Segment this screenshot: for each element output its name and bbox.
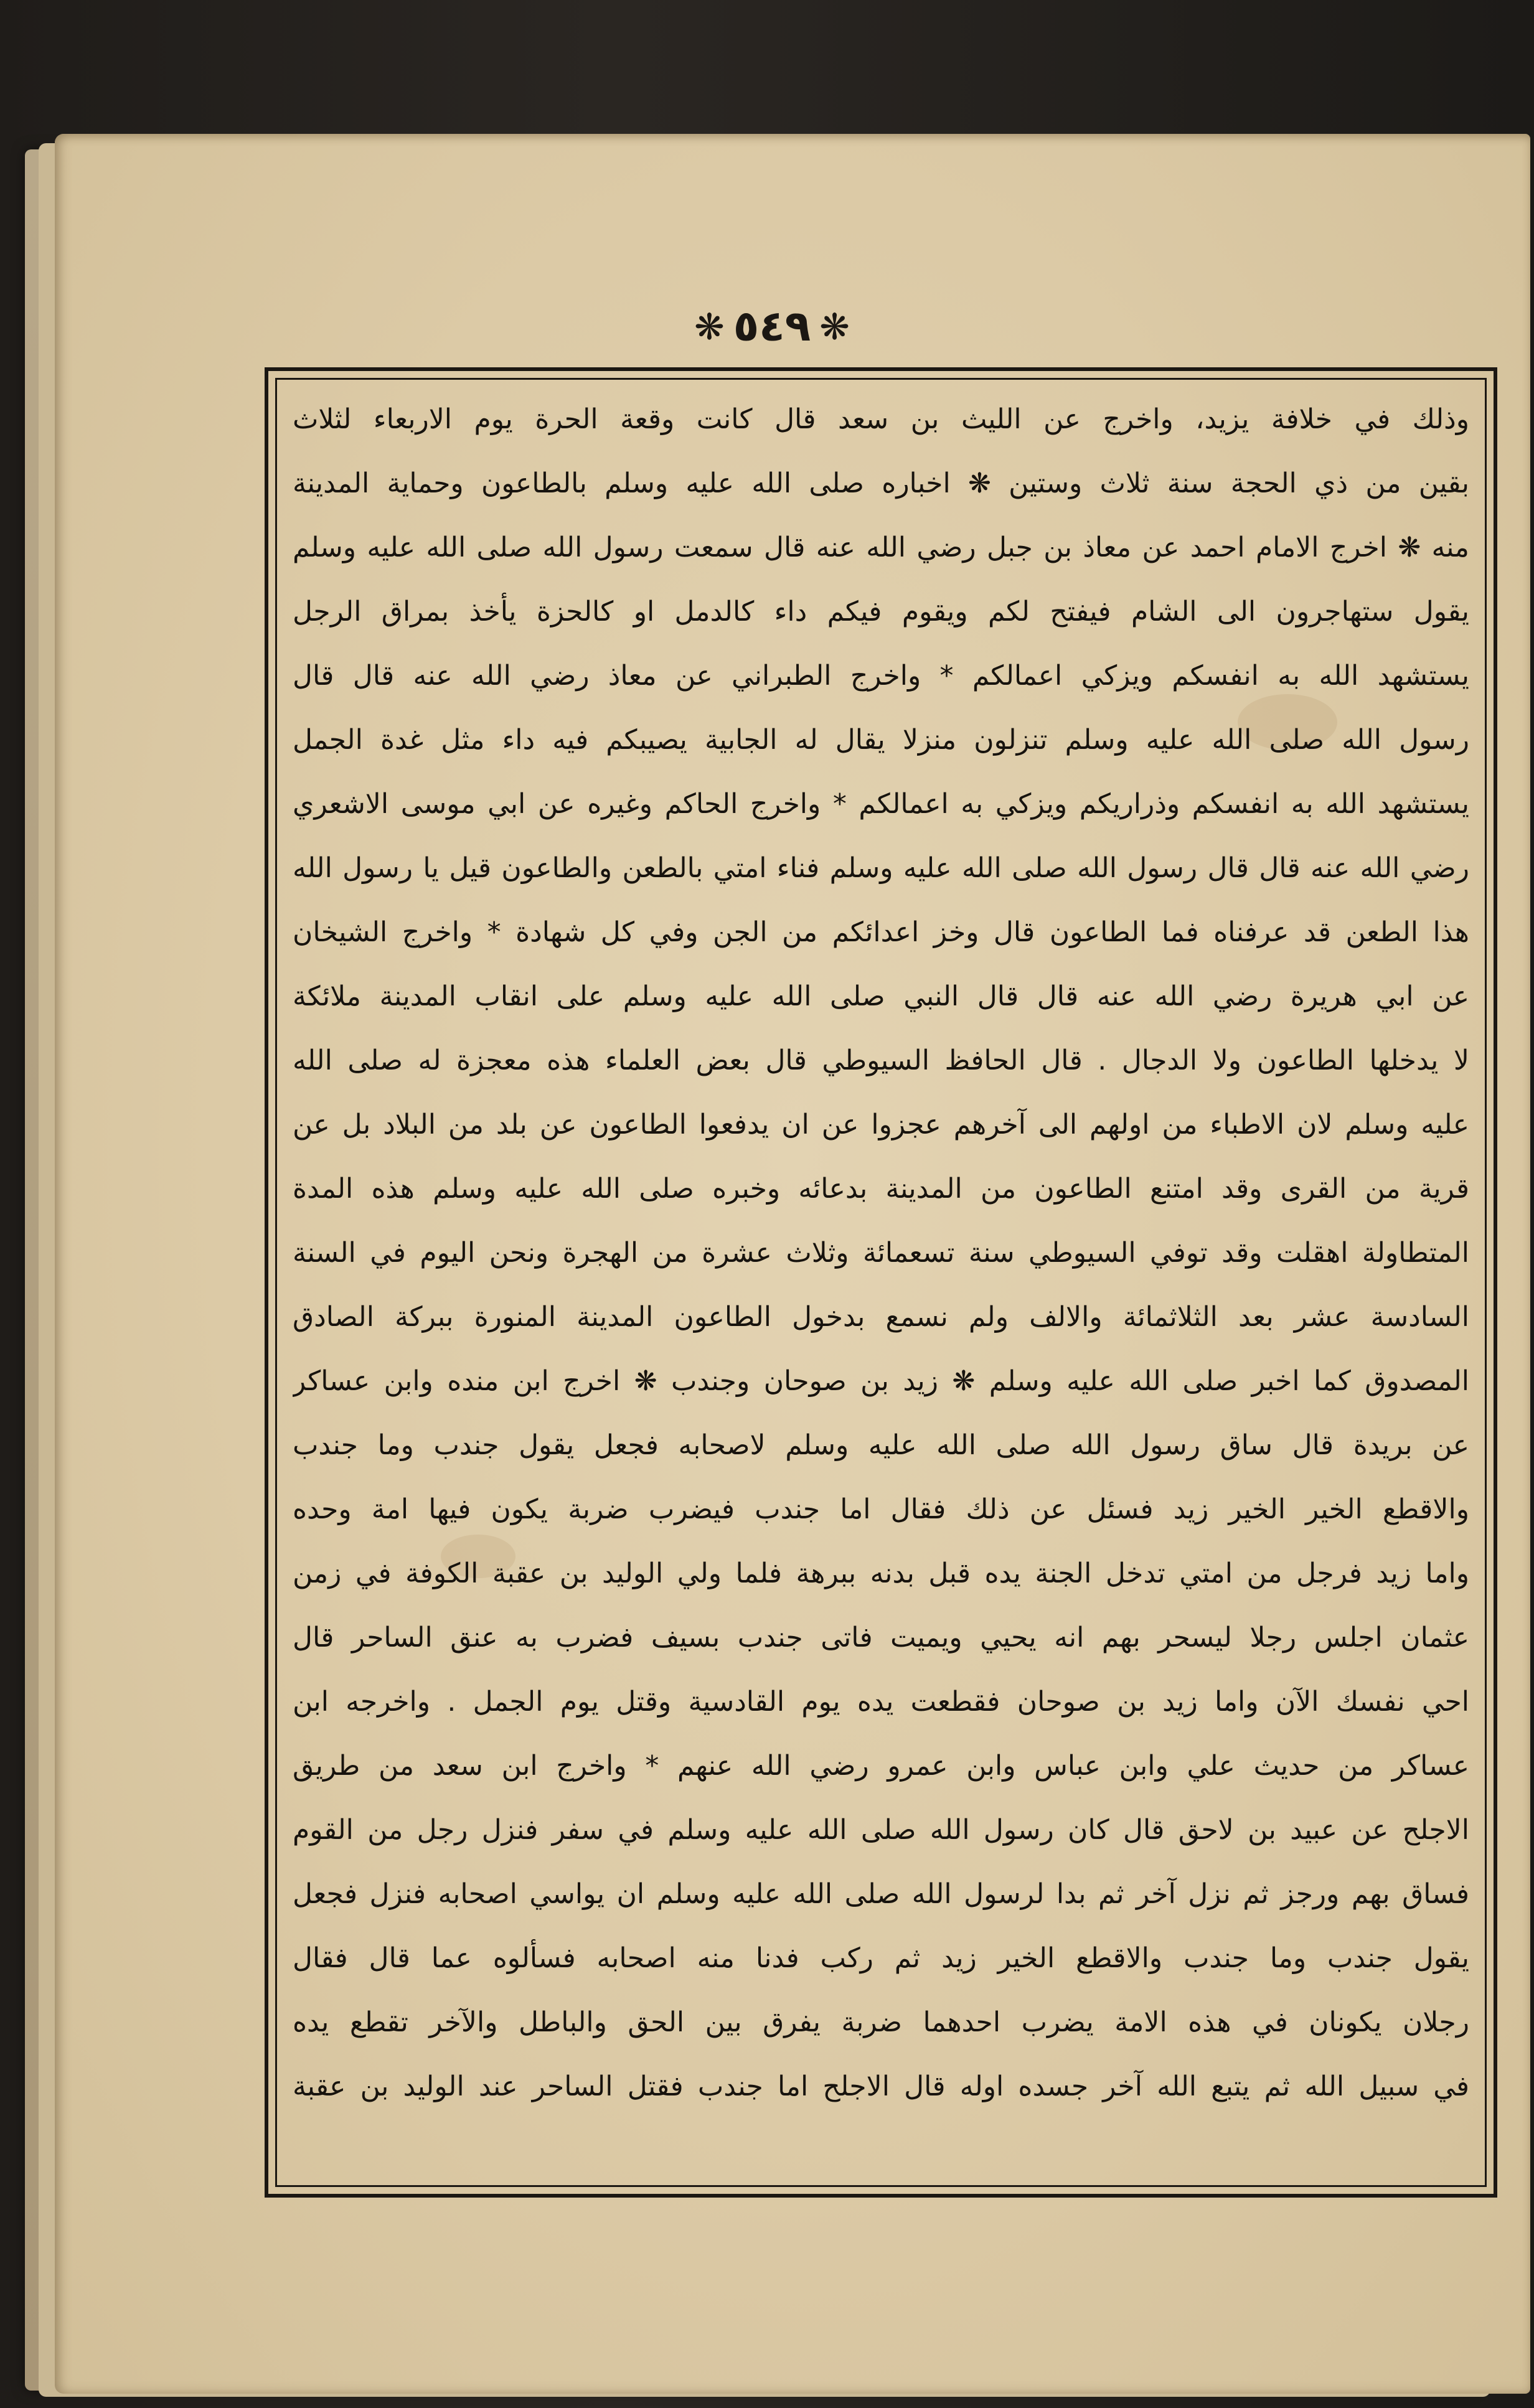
text-line: الاجلح عن عبيد بن لاحق قال كان رسول الله صلى الله عليه وسلم في سفر فنزل رجل من القوم	[293, 1814, 1469, 1846]
text-line: فساق بهم ورجز ثم نزل آخر ثم بدا لرسول الله صلى الله عليه وسلم ان يواسي اصحابه فنزل فجعل	[293, 1878, 1469, 1910]
text-line: يقول ستهاجرون الى الشام فيفتح لكم ويقوم فيكم داء كالدمل او كالحزة يأخذ بمراق الرجل	[293, 596, 1469, 628]
text-line: المصدوق كما اخبر صلى الله عليه وسلم ❋ زيد بن صوحان وجندب ❋ اخرج ابن منده وابن عساكر	[293, 1365, 1469, 1397]
text-line: عثمان اجلس رجلا ليسحر بهم انه يحيي ويميت فاتى جندب بسيف فضرب به عنق الساحر قال	[293, 1622, 1469, 1653]
text-line: رسول الله صلى الله عليه وسلم تنزلون منزلا يقال له الجابية يصيبكم فيه داء مثل غدة الجمل	[293, 724, 1469, 756]
text-line: عليه وسلم لان الاطباء من اولهم الى آخرهم عجزوا عن ان يدفعوا الطاعون عن بلد من البلاد بل عن	[293, 1109, 1469, 1141]
text-line: يقول جندب وما جندب والاقطع الخير زيد ثم ركب فدنا منه اصحابه فسألوه عما قال فقال	[293, 1942, 1469, 1974]
text-line: احي نفسك الآن واما زيد بن صوحان فقطعت يده يوم القادسية وقتل يوم الجمل . واخرجه ابن	[293, 1686, 1469, 1718]
ornament-left-icon: ❋	[694, 306, 725, 348]
text-line: والاقطع الخير الخير زيد فسئل عن ذلك فقال اما جندب فيضرب ضربة يكون فيها امة وحده	[293, 1493, 1469, 1525]
text-line: وذلك في خلافة يزيد، واخرج عن الليث بن سعد قال كانت وقعة الحرة يوم الاربعاء لثلاث	[293, 403, 1469, 435]
text-line: منه ❋ اخرج الامام احمد عن معاذ بن جبل رضي الله عنه قال سمعت رسول الله صلى الله عليه وسلم	[293, 532, 1469, 563]
text-line: المتطاولة اهقلت وقد توفي السيوطي سنة تسعمائة وثلاث عشرة من الهجرة ونحن اليوم في السنة	[293, 1237, 1469, 1269]
text-line: السادسة عشر بعد الثلاثمائة والالف ولم نسمع بدخول الطاعون المدينة المنورة ببركة الصادق	[293, 1301, 1469, 1333]
page-number	[679, 293, 865, 361]
text-line: عن بريدة قال ساق رسول الله صلى الله عليه وسلم لاصحابه فجعل يقول جندب وما جندب	[293, 1429, 1469, 1461]
text-line: عن ابي هريرة رضي الله عنه قال قال النبي صلى الله عليه وسلم على انقاب المدينة ملائكة	[293, 981, 1469, 1012]
text-line: قرية من القرى وقد امتنع الطاعون من المدينة بدعائه وخبره صلى الله عليه وسلم هذه المدة	[293, 1173, 1469, 1205]
text-line: لا يدخلها الطاعون ولا الدجال . قال الحافظ السيوطي قال بعض العلماء هذه معجزة له صلى الله	[293, 1045, 1469, 1076]
text-line: يستشهد الله به انفسكم وذراريكم ويزكي به اعمالكم * واخرج الحاكم وغيره عن ابي موسى الاشعري	[293, 788, 1469, 820]
text-line: رضي الله عنه قال قال رسول الله صلى الله عليه وسلم فناء امتي بالطعن والطاعون قيل يا رسول الله	[293, 852, 1469, 884]
text-line: يستشهد الله به انفسكم ويزكي اعمالكم * واخرج الطبراني عن معاذ رضي الله عنه قال قال	[293, 660, 1469, 692]
text-line: رجلان يكونان في هذه الامة يضرب احدهما ضربة يفرق بين الحق والباطل والآخر تقطع يده	[293, 2006, 1469, 2038]
main-text	[293, 387, 1469, 2180]
ornament-right-icon: ❋	[819, 306, 850, 348]
page-number-text: ٥٤٩	[733, 302, 811, 351]
text-line: واما زيد فرجل من امتي تدخل الجنة يده قبل بدنه ببرهة فلما ولي الوليد بن عقبة الكوفة في زمن	[293, 1558, 1469, 1589]
text-line: عساكر من حديث علي وابن عباس وابن عمرو رضي الله عنهم * واخرج ابن سعد من طريق	[293, 1750, 1469, 1782]
text-line: هذا الطعن قد عرفناه فما الطاعون قال وخز اعدائكم من الجن وفي كل شهادة * واخرج الشيخان	[293, 916, 1469, 948]
text-line: في سبيل الله ثم يتبع الله آخر جسده اوله قال الاجلح اما جندب فقتل الساحر عند الوليد بن عقبة	[293, 2071, 1469, 2102]
text-line: بقين من ذي الحجة سنة ثلاث وستين ❋ اخباره صلى الله عليه وسلم بالطاعون وحماية المدينة	[293, 468, 1469, 499]
